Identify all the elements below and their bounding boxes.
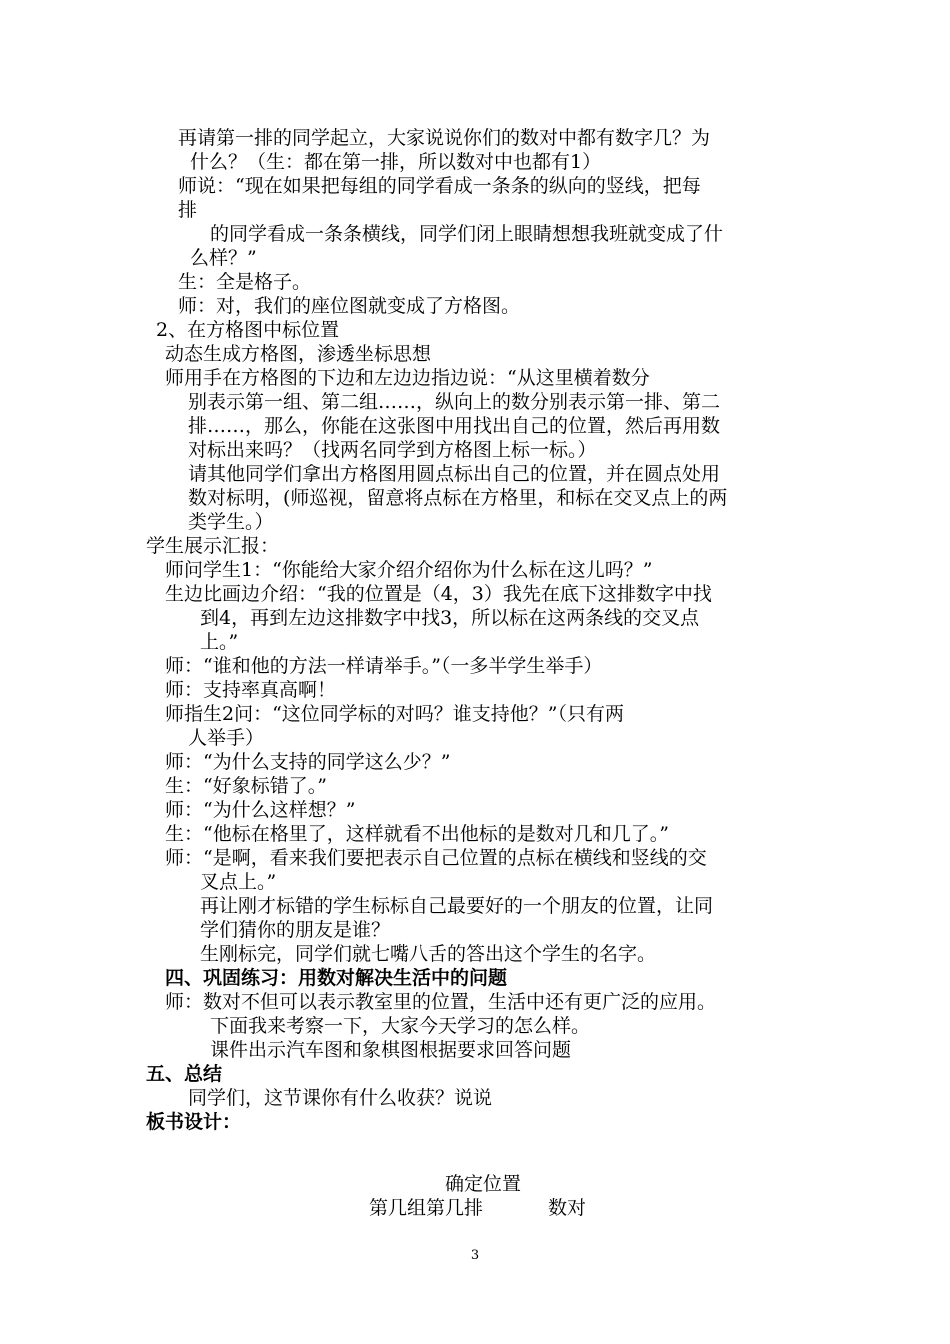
board-left-text: 第几组第几排: [369, 1197, 484, 1219]
text-line: 排: [178, 199, 198, 221]
text-line: 师：对，我们的座位图就变成了方格图。: [178, 295, 521, 317]
text-line: 叉点上。”: [200, 871, 277, 893]
text-line: 师：“为什么这样想？”: [165, 799, 356, 821]
text-line: 么样？”: [190, 247, 257, 269]
text-line: 师：数对不但可以表示教室里的位置，生活中还有更广泛的应用。: [165, 991, 717, 1013]
text-line: 同学们，这节课你有什么收获？说说: [188, 1087, 493, 1109]
text-line: 请其他同学们拿出方格图用圆点标出自己的位置，并在圆点处用: [188, 463, 721, 485]
text-line: 课件出示汽车图和象棋图根据要求回答问题: [210, 1039, 572, 1061]
text-line: 学们猜你的朋友是谁？: [200, 919, 391, 941]
text-line: 师：“谁和他的方法一样请举手。”（一多半学生举手）: [165, 655, 603, 677]
text-line: 师说：“现在如果把每组的同学看成一条条的纵向的竖线，把每: [178, 175, 701, 197]
text-line: 五、总结: [146, 1063, 223, 1085]
board-title: 确定位置: [445, 1173, 522, 1195]
text-line: 再让刚才标错的学生标标自己最要好的一个朋友的位置，让同: [200, 895, 714, 917]
text-line: 的同学看成一条条横线，同学们闭上眼睛想想我班就变成了什: [210, 223, 724, 245]
text-line: 类学生。）: [188, 511, 274, 533]
text-line: 师：“为什么支持的同学这么少？”: [165, 751, 451, 773]
text-line: 师指生2问：“这位同学标的对吗？谁支持他？”（只有两: [165, 703, 625, 725]
text-line: 学生展示汇报：: [146, 535, 280, 557]
text-line: 师问学生1：“你能给大家介绍介绍你为什么标在这儿吗？”: [165, 559, 653, 581]
text-line: 生刚标完，同学们就七嘴八舌的答出这个学生的名字。: [200, 943, 657, 965]
text-line: 再请第一排的同学起立，大家说说你们的数对中都有数字几？为: [178, 127, 711, 149]
page-number: 3: [470, 1248, 480, 1263]
text-line: 人举手）: [188, 727, 265, 749]
text-line: 别表示第一组、第二组……，纵向上的数分别表示第一排、第二: [188, 391, 721, 413]
text-line: 动态生成方格图，渗透坐标思想: [165, 343, 432, 365]
text-line: 生：“好象标错了。”: [165, 775, 327, 797]
text-line: 到4，再到左边这排数字中找3，所以标在这两条线的交叉点: [200, 607, 700, 629]
text-line: 四、巩固练习：用数对解决生活中的问题: [165, 967, 508, 989]
text-line: 对标出来吗？（找两名同学到方格图上标一标。）: [188, 439, 597, 461]
text-line: 生边比画边介绍：“我的位置是（4，3）我先在底下这排数字中找: [165, 583, 712, 605]
text-line: 生：全是格子。: [178, 271, 312, 293]
text-line: 上。”: [200, 631, 239, 653]
text-line: 师：支持率真高啊！: [165, 679, 337, 701]
text-line: 什么？（生：都在第一排，所以数对中也都有1）: [190, 151, 602, 173]
text-line: 下面我来考察一下，大家今天学习的怎么样。: [210, 1015, 591, 1037]
text-line: 排……，那么，你能在这张图中用找出自己的位置，然后再用数: [188, 415, 721, 437]
text-line: 数对标明，(师巡视，留意将点标在方格里，和标在交叉点上的两: [188, 487, 728, 509]
text-line: 师：“是啊，看来我们要把表示自己位置的点标在横线和竖线的交: [165, 847, 707, 869]
text-line: 生：“他标在格里了，这样就看不出他标的是数对几和几了。”: [165, 823, 669, 845]
text-line: 板书设计：: [146, 1111, 242, 1133]
text-line: 2、在方格图中标位置: [156, 319, 340, 341]
text-line: 师用手在方格图的下边和左边边指边说：“从这里横着数分: [165, 367, 650, 389]
board-right-text: 数对: [548, 1197, 587, 1219]
